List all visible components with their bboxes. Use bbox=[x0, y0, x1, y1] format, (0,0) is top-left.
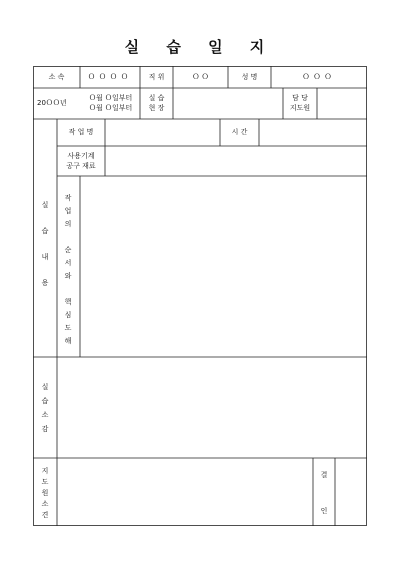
period-from: Ｏ월 Ｏ일부터 bbox=[89, 94, 133, 102]
affiliation-value: ＯＯＯＯ bbox=[88, 73, 132, 81]
time-label: 시 간 bbox=[231, 128, 248, 136]
impressions-label-char: 소 bbox=[41, 411, 49, 419]
opinion-label-char: 도 bbox=[41, 478, 49, 486]
tools-label-1: 사용기계 bbox=[67, 152, 95, 160]
opinion-label-char: 지 bbox=[41, 467, 49, 475]
opinion-label-char: 원 bbox=[41, 489, 49, 497]
tools-label-2: 공구 재료 bbox=[66, 162, 96, 170]
procedure-label-char: 도 bbox=[64, 324, 72, 332]
approval-label-char: 인 bbox=[320, 507, 328, 515]
journal-form bbox=[33, 66, 367, 526]
site-label-1: 실 습 bbox=[148, 94, 165, 102]
page-title: 실 습 일 지 bbox=[124, 38, 276, 56]
affiliation-label: 소 속 bbox=[48, 73, 65, 81]
approval-label-char bbox=[318, 489, 330, 498]
procedure-label-char: 작 bbox=[64, 194, 72, 202]
procedure-label-char: 서 bbox=[64, 259, 72, 267]
impressions-label-char: 습 bbox=[41, 397, 49, 405]
procedure-label-char: 순 bbox=[64, 246, 72, 254]
approval-label bbox=[318, 471, 330, 516]
procedure-label-char: 업 bbox=[64, 207, 72, 215]
supervisor-label-2: 지도원 bbox=[289, 104, 311, 112]
procedure-label-char: 심 bbox=[64, 311, 72, 319]
impressions-label bbox=[39, 380, 51, 436]
period-to: Ｏ월 Ｏ일부터 bbox=[89, 104, 133, 112]
procedure-label bbox=[62, 192, 74, 348]
position-label: 직 위 bbox=[148, 73, 165, 81]
content-label-char: 습 bbox=[41, 227, 49, 235]
content-section-label bbox=[39, 192, 51, 296]
procedure-label-char bbox=[62, 231, 74, 244]
impressions-label-char: 실 bbox=[41, 383, 49, 391]
content-label-char: 용 bbox=[41, 279, 49, 287]
name-label: 성 명 bbox=[241, 73, 258, 81]
content-label-char: 내 bbox=[41, 253, 49, 261]
opinion-label-char: 소 bbox=[41, 500, 49, 508]
procedure-label-char: 해 bbox=[64, 337, 72, 345]
procedure-label-char bbox=[62, 283, 74, 296]
site-label-2: 현 장 bbox=[148, 104, 165, 112]
impressions-label-char: 감 bbox=[41, 425, 49, 433]
position-value: Ｏ Ｏ bbox=[192, 73, 209, 81]
approval-label-char: 결 bbox=[320, 471, 328, 479]
procedure-label-char: 핵 bbox=[64, 298, 72, 306]
approval-label-char bbox=[318, 480, 330, 489]
name-value: ＯＯＯ bbox=[302, 73, 336, 81]
opinion-label-char: 견 bbox=[41, 511, 49, 519]
instructor-opinion-label bbox=[39, 466, 51, 521]
procedure-label-char: 의 bbox=[64, 220, 72, 228]
period-year: 20ＯＯ년 bbox=[37, 99, 67, 107]
approval-label-char bbox=[318, 498, 330, 507]
task-name-label: 작 업 명 bbox=[68, 128, 94, 136]
supervisor-label-1: 담 당 bbox=[292, 94, 308, 102]
content-label-char: 실 bbox=[41, 201, 49, 209]
procedure-label-char: 와 bbox=[64, 272, 72, 280]
